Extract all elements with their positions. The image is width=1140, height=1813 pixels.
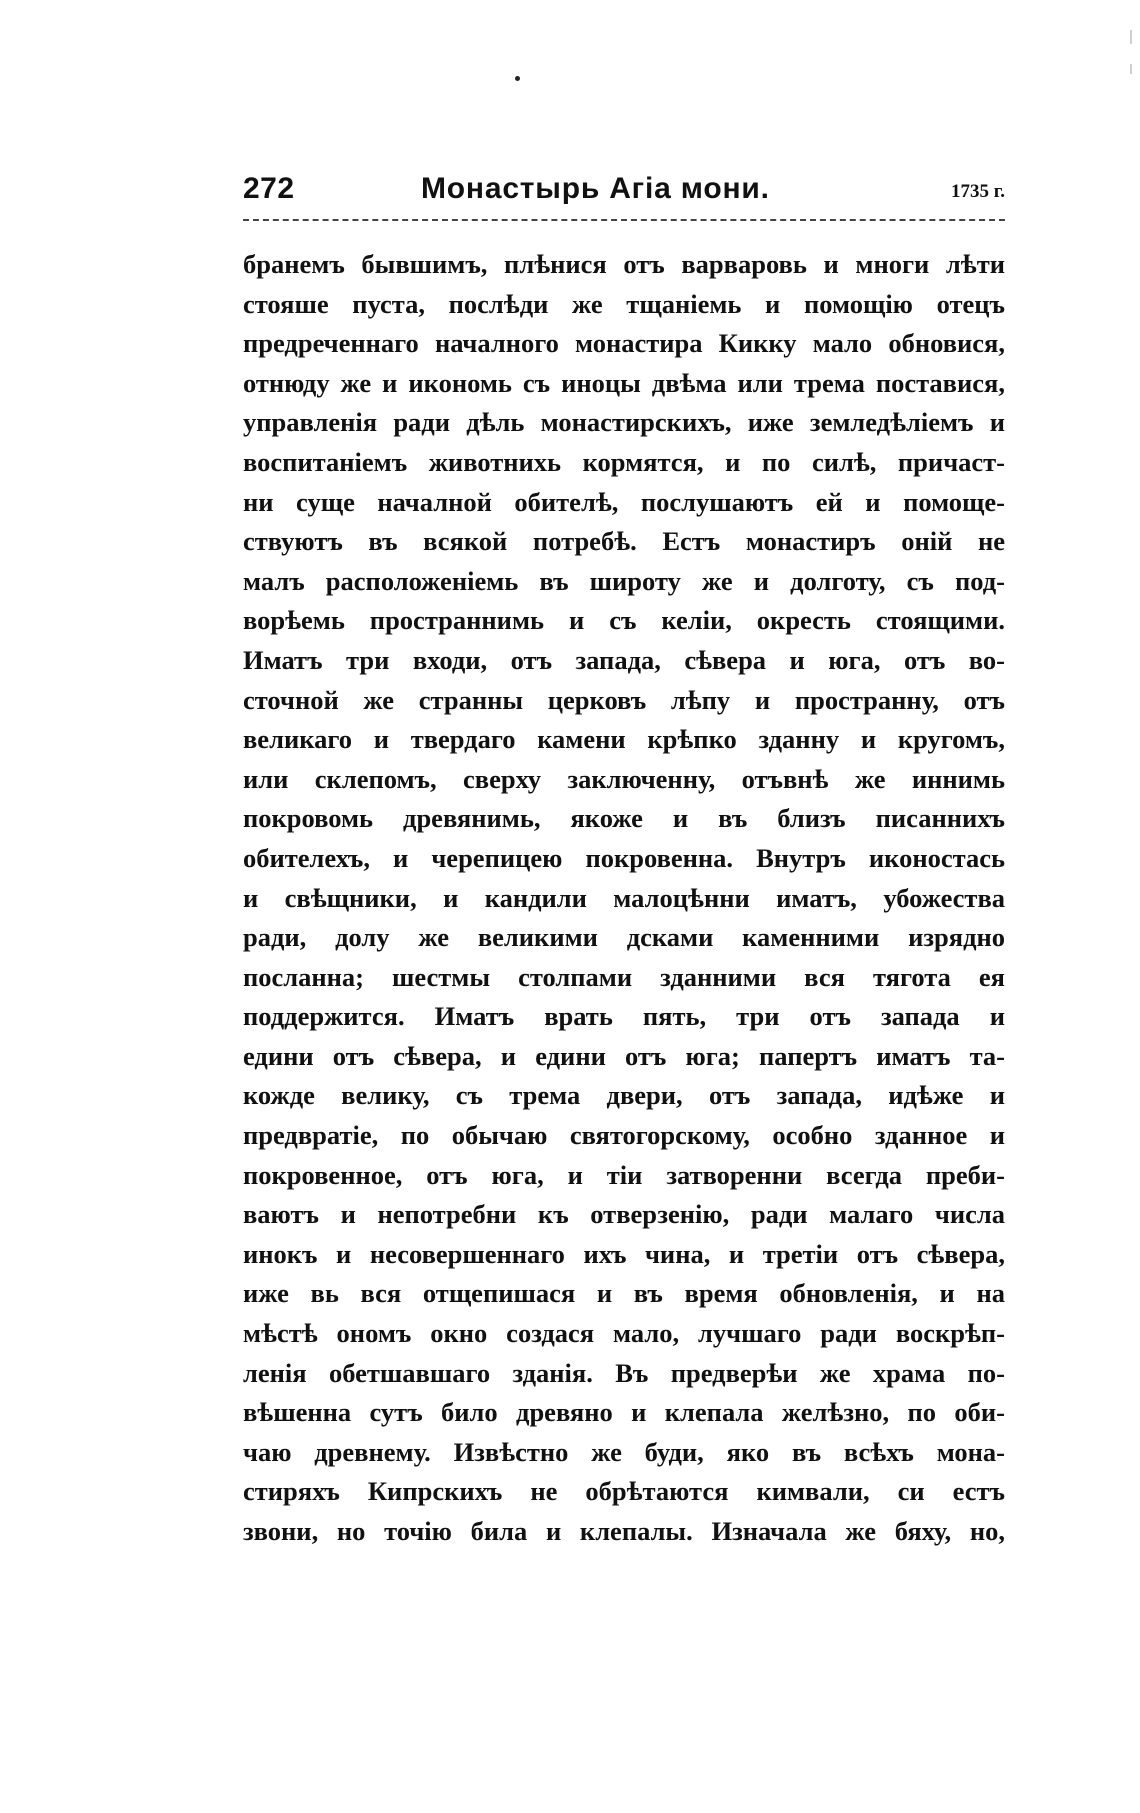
text-line: чаю древнему. Извѣстно же буди, яко въ всѣхъ мона-	[243, 1436, 1005, 1467]
text-line: покровомь древянимь, якоже и въ близъ писаннихъ	[243, 803, 1005, 834]
scan-edge-mark	[1130, 30, 1132, 44]
top-ink-dot	[515, 76, 520, 81]
text-line: предреченнаго началного монастира Кикку мало обновися,	[243, 328, 1005, 359]
text-line: едини отъ сѣвера, и едини отъ юга; папертъ иматъ та-	[243, 1040, 1005, 1071]
text-line: отнюду же и икономь съ иноцы двѣма или трема поставися,	[243, 367, 1005, 398]
scan-edge-mark	[1130, 64, 1132, 74]
text-line: покровенное, отъ юга, и тіи затворенни всегда преби-	[243, 1159, 1005, 1190]
text-line: воспитаніемъ животнихь кормятся, и по силѣ, причаст-	[243, 446, 1005, 477]
text-line: мѣстѣ ономъ окно создася мало, лучшаго ради воскрѣп-	[243, 1318, 1005, 1349]
text-line: инокъ и несовершеннаго ихъ чина, и третіи отъ сѣвера,	[243, 1238, 1005, 1269]
text-line: вѣшенна сутъ било древяно и клепала желѣзно, по оби-	[243, 1397, 1005, 1428]
text-line: ни суще началной обителѣ, послушаютъ ей и помоще-	[243, 486, 1005, 517]
text-line: обителехъ, и черепицею покровенна. Внутръ иконостась	[243, 842, 1005, 873]
text-line: иже вь вся отщепишася и въ время обновленія, и на	[243, 1278, 1005, 1309]
text-line: стояше пуста, послѣди же тщаніемь и помощію отецъ	[243, 288, 1005, 319]
text-line: ствуютъ въ всякой потребѣ. Естъ монастиръ оній не	[243, 526, 1005, 557]
running-head	[243, 172, 1005, 222]
text-line: управленія ради дѣль монастирскихъ, иже земледѣліемъ и	[243, 407, 1005, 438]
text-line: звони, но точію била и клепалы. Изначала же бяху, но,	[243, 1516, 1005, 1546]
text-line: ворѣемь пространнимь и съ келіи, окресть стоящими.	[243, 605, 1005, 636]
text-line: сточной же странны церковъ лѣпу и пространну, отъ	[243, 684, 1005, 715]
text-line: ленія обетшавшаго зданія. Въ предверѣи же храма по-	[243, 1357, 1005, 1388]
text-line: великаго и твердаго камени крѣпко зданну и кругомъ,	[243, 724, 1005, 755]
text-line: Иматъ три входи, отъ запада, сѣвера и юга, отъ во-	[243, 644, 1005, 675]
text-line: малъ расположеніемь въ широту же и долготу, съ под-	[243, 565, 1005, 596]
text-line: ради, долу же великими дсками каменними изрядно	[243, 922, 1005, 953]
text-line: стиряхъ Кипрскихъ не обрѣтаются кимвали, си естъ	[243, 1476, 1005, 1507]
text-line: предвратіе, по обычаю святогорскому, особно зданное и	[243, 1120, 1005, 1151]
text-line: или склепомъ, сверху заключенну, отъвнѣ же иннимь	[243, 763, 1005, 794]
header-rule	[243, 219, 1005, 221]
page-number: 272	[243, 172, 295, 205]
text-line: поддержится. Иматъ врать пять, три отъ запада и	[243, 1001, 1005, 1032]
text-line: бранемъ бывшимъ, плѣнися отъ варваровь и многи лѣти	[243, 249, 1005, 279]
running-year: 1735 г.	[951, 181, 1005, 202]
text-line: и свѣщники, и кандили малоцѣнни иматъ, убожества	[243, 882, 1005, 913]
body-text	[243, 245, 1005, 1552]
text-line: посланна; шестмы столпами зданними вся тягота ея	[243, 961, 1005, 992]
text-line: кожде велику, съ трема двери, отъ запада, идѣже и	[243, 1080, 1005, 1111]
running-title: Монастырь Агіа мони.	[421, 172, 770, 205]
text-line: ваютъ и непотребни къ отверзенію, ради малаго числа	[243, 1199, 1005, 1230]
